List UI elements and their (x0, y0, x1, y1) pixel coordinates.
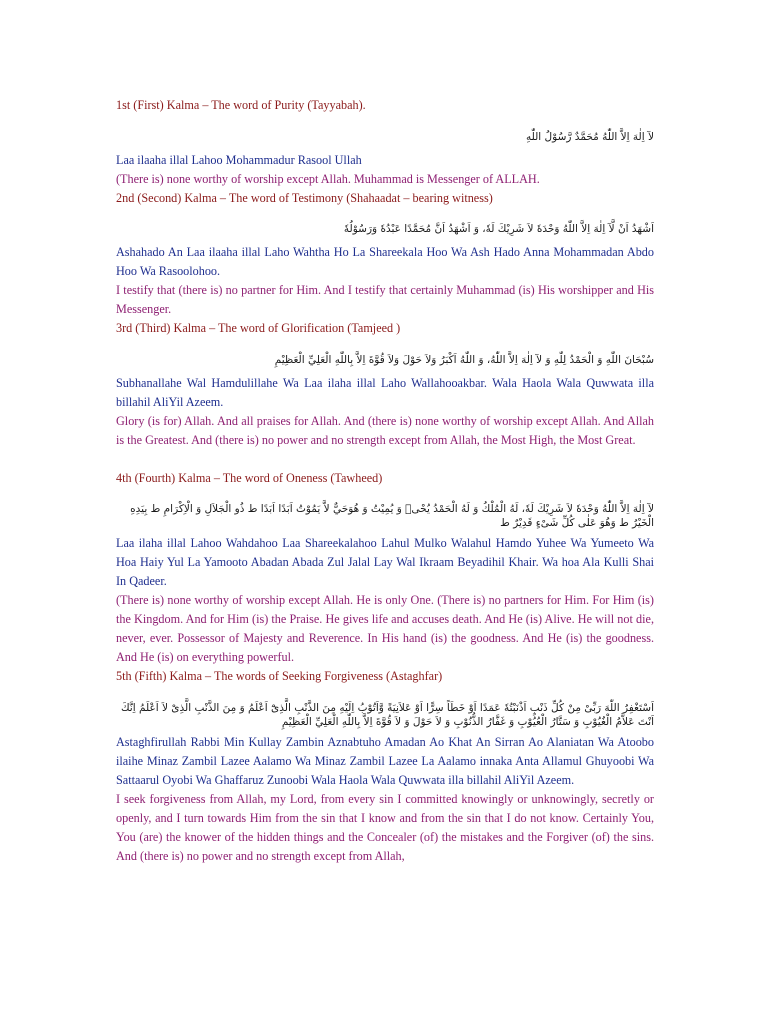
kalma-4-section (116, 469, 654, 667)
kalma-5-section (116, 667, 654, 866)
kalma-2-arabic: اَشْهَدُ اَنْ لَّآ اِلٰهَ اِلاَّ اللّٰهُ وَحْدَهٗ لاَ شَرِيْكَ لَهٗ، وَ اَشْهَدُ اَنَّ مُحَمَّدًا عَبْدُهٗ وَرَسُوْلُهٗ (343, 223, 654, 235)
kalma-2-section (116, 189, 654, 319)
kalma-1-arabic: لآ اِلٰهَ اِلاَّ اللّٰهُ مُحَمَّدٌ رَّسُوْلُ اللّٰهِ (525, 131, 654, 143)
kalma-3-arabic: سُبْحَانَ اللّٰهِ وَ الْحَمْدُ لِلّٰهِ وَ لآ اِلٰهَ اِلاَّ اللّٰهُ، وَ اللّٰهُ اَكْبَرُ وَلاَ حَوْلَ وَلاَ قُوَّةَ اِلاَّ بِاللّٰهِ الْعَلِيِّ الْعَظِيْمِ (274, 354, 654, 366)
kalma-2-heading: 2nd (Second) Kalma – The word of Testimony (Shahaadat – bearing witness) (116, 191, 493, 205)
kalma-5-transliteration: Astaghfirullah Rabbi Min Kullay Zambin Aznabtuho Amadan Ao Khat An Sirran Ao Alaniatan Wa Atoobo ilaihe Minaz Zambil Lazee Aalamo Wa Minaz Zambil Lazee La Aalamo innaka Anta Allamul Ghuyoobi Wa Sattaarul Oyobi Wa Ghaffaruz Zunoobi Wala Haola Wala Quwwata illa billahil AliYil Azeem. (116, 735, 654, 787)
kalma-4-arabic: لآ اِلٰهَ اِلاَّ اللّٰهُ وَحْدَهٗ لاَ شَرِيْكَ لَهٗ، لَهُ الْمُلْكُ وَ لَهُ الْحَمْدُ يُحْىٖ وَ يُمِيْتُ وَ هُوَحَيٌّ لاَّ يَمُوْتُ اَبَدًا اَبَدًا ط ذُو الْجَلاَلِ وَ الْاِكْرَامِ ط بِيَدِهِ الْخَيْرُ ط وَهُوَ عَلٰى كُلِّ شَىْءٍ قَدِيْرٌ ط (130, 503, 654, 529)
kalma-5-arabic: اَسْتَغْفِرُ اللّٰهَ رَبِّىْ مِنْ كُلِّ ذَنْبٍ اَذْنَبْتُهٗ عَمَدًا اَوْ خَطَاً سِرًّا اَوْ عَلاَنِيَةً وَّاَتُوْبُ اِلَيْهِ مِنَ الذَّنْبِ الَّذِیْٓ اَعْلَمُ وَ مِنَ الذَّنْبِ الَّذِیْ لاَ اَعْلَمُ اِنَّكَ اَنْتَ عَلاَّمُ الْغُيُوْبِ وَ سَتَّارُ الْعُيُوْبِ وَ غَفَّارُ الذُّنُوْبِ وَ لاَ حَوْلَ وَ لاَ قُوَّةَ اِلاَّ بِاللّٰهِ الْعَلِيِّ الْعَظِيْمِ (120, 702, 654, 728)
kalma-1-heading: 1st (First) Kalma – The word of Purity (Tayyabah). (116, 98, 366, 112)
kalma-1-transliteration: Laa ilaaha illal Lahoo Mohammadur Rasool Ullah (116, 153, 362, 167)
kalma-5-meaning: I seek forgiveness from Allah, my Lord, from every sin I committed knowingly or unknowingly, secretly or openly, and I turn towards Him from the sin that I know and from the sin that I do not know. Certainly You, You (are) the knower of the hidden things and the Concealer (of) the mistakes and the Forgiver (of) the sins. And (there is) no power and no strength except from Allah, (116, 792, 654, 863)
document-page (116, 96, 654, 866)
kalma-4-heading: 4th (Fourth) Kalma – The word of Oneness (Tawheed) (116, 471, 383, 485)
kalma-4-transliteration: Laa ilaha illal Lahoo Wahdahoo Laa Shareekalahoo Lahul Mulko Walahul Hamdo Yuhee Wa Yumeeto Wa Hoa Haiy Yul La Yamooto Abadan Abada Zul Jalal Lay Wal Ikraam Beyadihil Khair. Wa hoa Ala Kulli Shai In Qadeer. (116, 536, 654, 588)
kalma-3-heading: 3rd (Third) Kalma – The word of Glorification (Tamjeed ) (116, 321, 401, 335)
kalma-3-transliteration: Subhanallahe Wal Hamdulillahe Wa Laa ilaha illal Laho Wallahooakbar. Wala Haola Wala Quwwata illa billahil AliYil Azeem. (116, 376, 654, 409)
kalma-2-meaning: I testify that (there is) no partner for Him. And I testify that certainly Muhammad (is) His worshipper and His Messenger. (116, 283, 654, 316)
kalma-3-section (116, 319, 654, 450)
kalma-2-transliteration: Ashahado An Laa ilaaha illal Laho Wahtha Ho La Shareekala Hoo Wa Ash Hado Anna Mohammadan Abdo Hoo Wa Rasoolohoo. (116, 245, 654, 278)
kalma-1-section (116, 96, 654, 189)
kalma-3-meaning: Glory (is for) Allah. And all praises for Allah. And (there is) none worthy of worship except Allah. And Allah is the Greatest. And (there is) no power and no strength except from Allah, the Most High, the Most Great. (116, 414, 654, 447)
kalma-5-heading: 5th (Fifth) Kalma – The words of Seeking Forgiveness (Astaghfar) (116, 669, 443, 683)
kalma-4-meaning: (There is) none worthy of worship except Allah. He is only One. (There is) no partners for Him. For Him (is) the Kingdom. And for Him (is) the Praise. He gives life and accuses death. And He (is) Alive. He will not die, never, ever. Possessor of Majesty and Reverence. In His hand (is) the goodness. And He (is) the goodness. And He (is) on everything powerful. (116, 593, 654, 664)
kalma-1-meaning: (There is) none worthy of worship except Allah. Muhammad is Messenger of ALLAH. (116, 172, 540, 186)
